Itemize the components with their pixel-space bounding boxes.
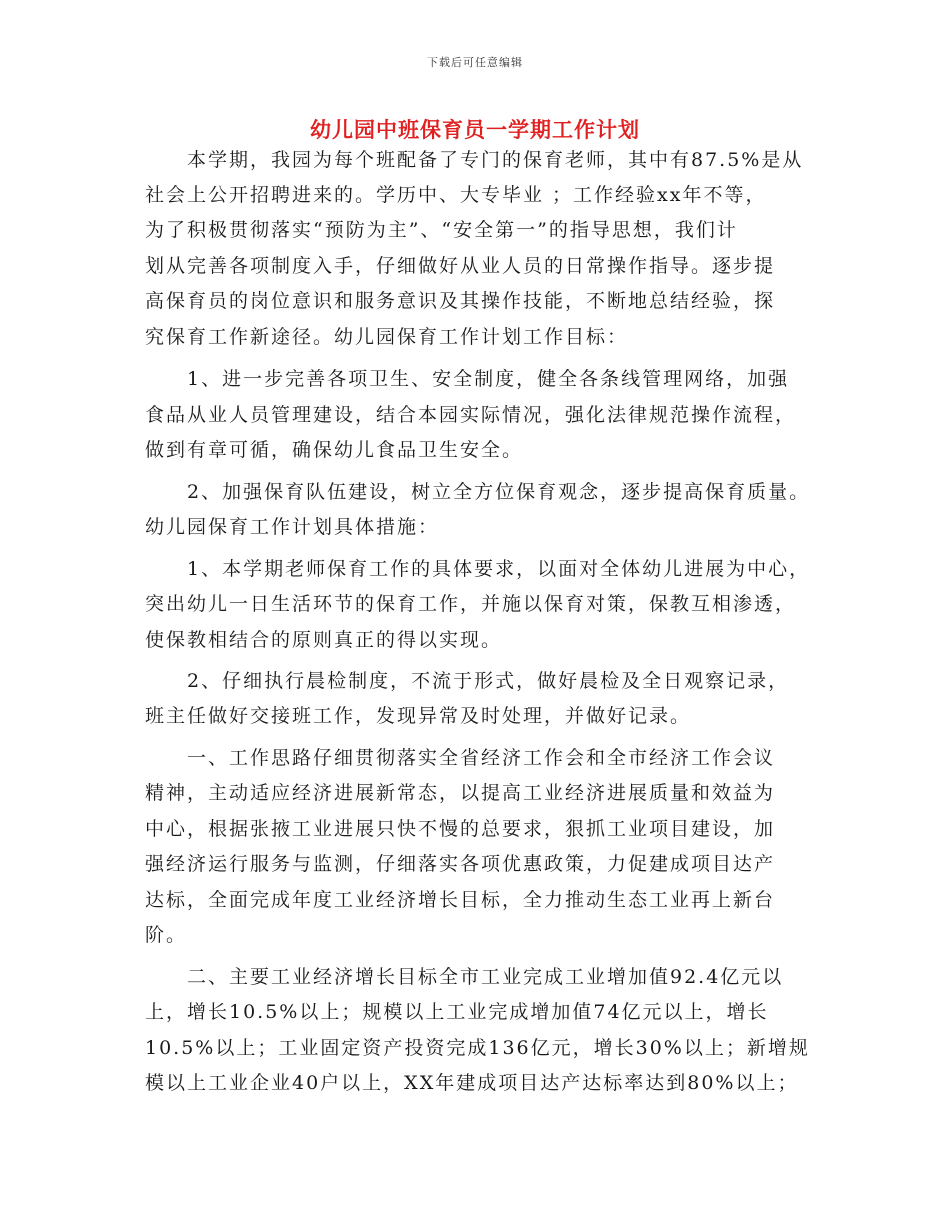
body-line: 划从完善各项制度入手，仔细做好从业人员的日常操作指导。逐步提 (145, 255, 776, 277)
body-line: 班主任做好交接班工作，发现异常及时处理，并做好记录。 (145, 705, 692, 727)
body-line: 强经济运行服务与监测，仔细落实各项优惠政策，力促建成项目达产 (145, 853, 776, 875)
body-line: 为了积极贯彻落实“预防为主”、“安全第一”的指导思想，我们计 (145, 219, 738, 241)
body-line: 究保育工作新途径。幼儿园保育工作计划工作目标： (145, 326, 629, 348)
body-line: 幼儿园保育工作计划具体措施： (145, 516, 440, 538)
header-note: 下载后可任意编辑 (427, 56, 523, 69)
body-line: 做到有章可循，确保幼儿食品卫生安全。 (145, 439, 524, 461)
body-line: 使保教相结合的原则真正的得以实现。 (145, 629, 503, 651)
body-line: 食品从业人员管理建设，结合本园实际情况，强化法律规范操作流程， (145, 404, 797, 426)
body-line: 阶。 (145, 924, 188, 946)
body-line: 本学期，我园为每个班配备了专门的保育老师，其中有87.5%是从 (145, 149, 804, 171)
body-line: 上，增长10.5%以上；规模以上工业完成增加值74亿元以上，增长 (145, 1001, 769, 1023)
document-title: 幼儿园中班保育员一学期工作计划 (310, 117, 640, 142)
body-line: 模以上工业企业40户以上，XX年建成项目达产达标率达到80%以上； (145, 1072, 799, 1094)
body-line: 中心，根据张掖工业进展只快不慢的总要求，狠抓工业项目建设，加 (145, 818, 776, 840)
body-line: 高保育员的岗位意识和服务意识及其操作技能，不断地总结经验，探 (145, 290, 776, 312)
body-line: 精神，主动适应经济进展新常态，以提高工业经济进展质量和效益为 (145, 782, 776, 804)
body-line: 突出幼儿一日生活环节的保育工作，并施以保育对策，保教互相渗透， (145, 593, 797, 615)
body-line: 2、仔细执行晨检制度，不流于形式，做好晨检及全日观察记录， (145, 670, 790, 692)
body-line: 1、进一步完善各项卫生、安全制度，健全各条线管理网络，加强 (145, 368, 790, 390)
body-line: 2、加强保育队伍建设，树立全方位保育观念，逐步提高保育质量。 (145, 481, 811, 503)
body-line: 1、本学期老师保育工作的具体要求，以面对全体幼儿进展为中心， (145, 558, 811, 580)
body-line: 二、主要工业经济增长目标全市工业完成工业增加值92.4亿元以 (145, 966, 784, 988)
body-line: 达标，全面完成年度工业经济增长目标，全力推动生态工业再上新台 (145, 889, 776, 911)
body-line: 一、工作思路仔细贯彻落实全省经济工作会和全市经济工作会议 (145, 747, 776, 769)
body-line: 社会上公开招聘进来的。学历中、大专毕业 ；工作经验xx年不等， (145, 184, 767, 206)
body-line: 10.5%以上；工业固定资产投资完成136亿元，增长30%以上；新增规 (145, 1037, 810, 1059)
